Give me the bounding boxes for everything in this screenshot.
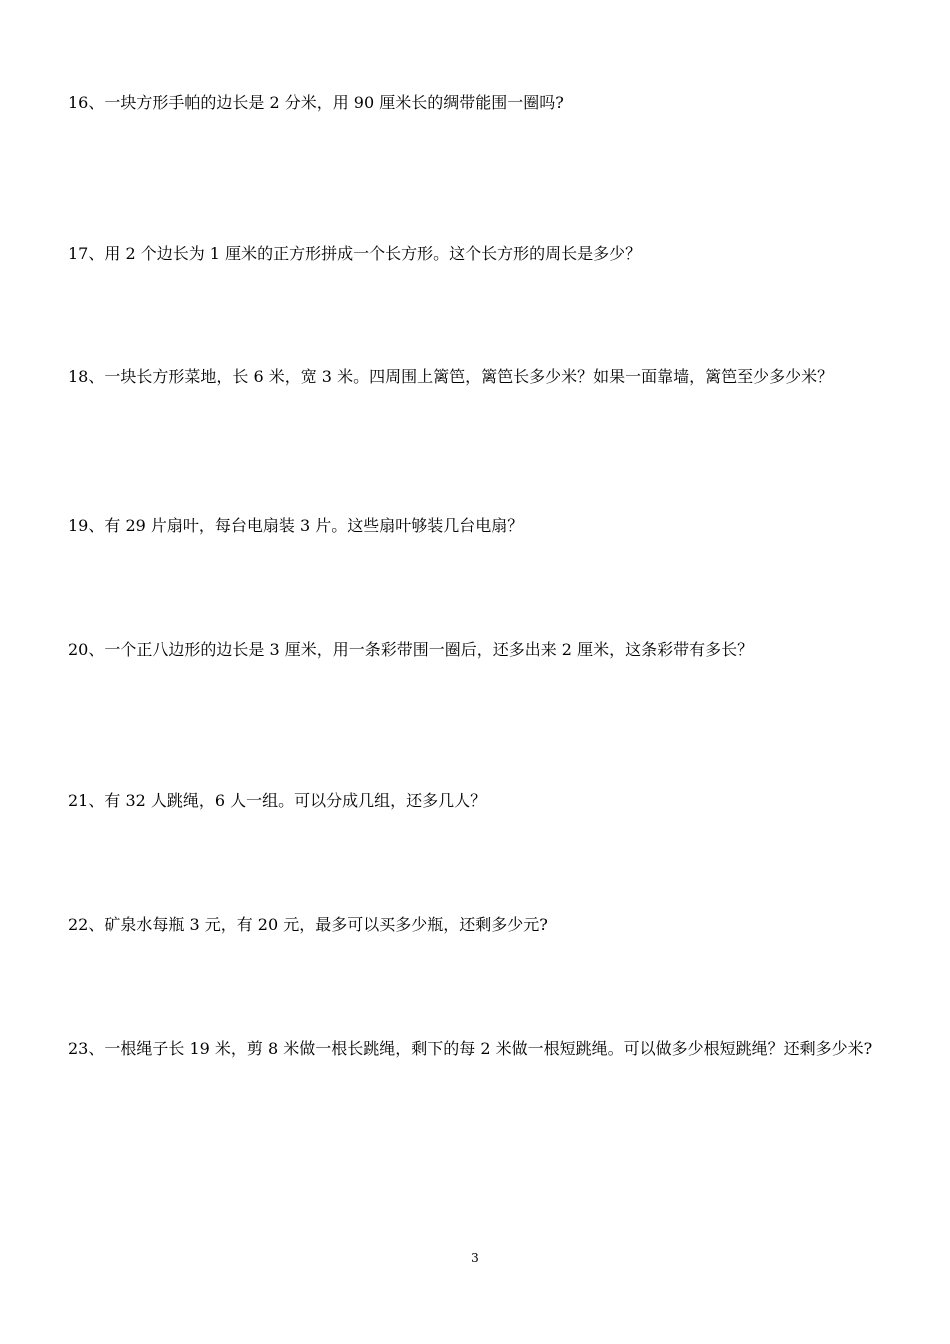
question-17: 17、用 2 个边长为 1 厘米的正方形拼成一个长方形。这个长方形的周长是多少？	[68, 244, 642, 263]
question-19: 19、有 29 片扇叶，每台电扇装 3 片。这些扇叶够装几台电扇？	[68, 516, 524, 535]
question-23: 23、一根绳子长 19 米，剪 8 米做一根长跳绳，剩下的每 2 米做一根短跳绳。可以做多少根短跳绳？还剩多少米?	[68, 1039, 873, 1058]
question-21: 21、有 32 人跳绳，6 人一组。可以分成几组，还多几人？	[68, 791, 487, 810]
question-16: 16、一块方形手帕的边长是 2 分米，用 90 厘米长的绸带能围一圈吗?	[68, 93, 564, 112]
question-22: 22、矿泉水每瓶 3 元，有 20 元，最多可以买多少瓶，还剩多少元?	[68, 915, 548, 934]
page-number: 3	[471, 1251, 479, 1265]
question-18: 18、一块长方形菜地，长 6 米，宽 3 米。四周围上篱笆，篱笆长多少米？如果一面靠墙，篱笆至少多少米？	[68, 367, 834, 386]
question-20: 20、一个正八边形的边长是 3 厘米，用一条彩带围一圈后，还多出来 2 厘米，这条彩带有多长？	[68, 640, 754, 659]
